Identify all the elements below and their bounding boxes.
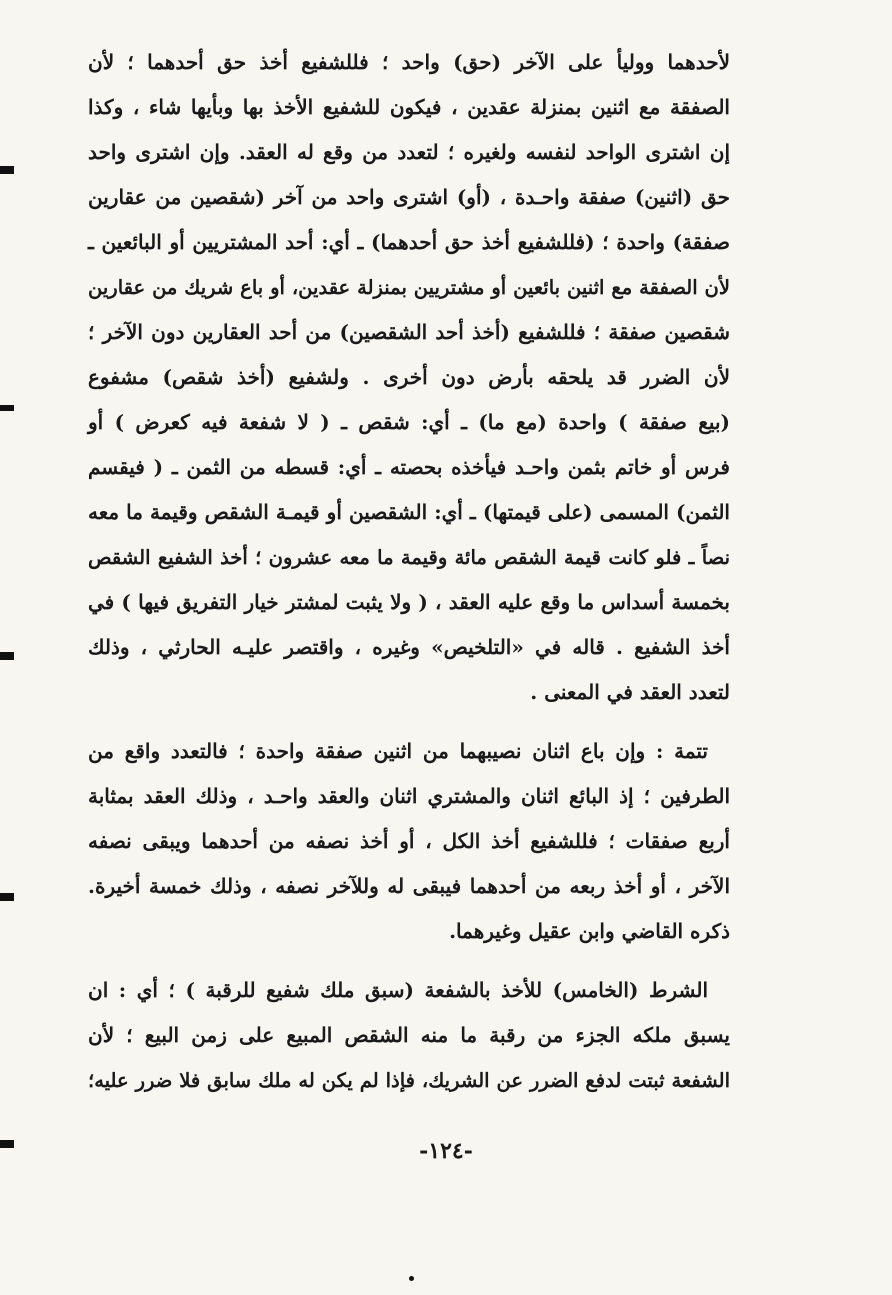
paragraph-tatimma <box>88 729 730 954</box>
text-line: لأحدهما ووليأ على الآخر (حق) واحد ؛ فللشفيع أخذ حق أحدهما ؛ لأن <box>88 50 730 74</box>
paragraph-fifth-condition <box>88 968 730 1103</box>
binding-hole-mark <box>0 1140 14 1148</box>
paragraph-gap <box>88 954 730 968</box>
text-line: أربع صفقات ؛ فللشفيع أخذ الكل ، أو أخذ نصفه من أحدهما ويبقى نصفه <box>88 829 730 853</box>
paragraph-gap <box>88 715 730 729</box>
text-line: لتعدد العقد في المعنى . <box>530 680 730 704</box>
text-line: حق (اثنين) صفقة واحـدة ، (أو) اشترى واحد من آخر (شقصين من عقارين <box>88 185 730 209</box>
binding-hole-mark <box>0 893 14 901</box>
text-line: بخمسة أسداس ما وقع عليه العقد ، ( ولا يثبت لمشتر خيار التفريق فيها ) في <box>88 590 730 614</box>
binding-hole-mark <box>0 652 14 660</box>
text-line: فرس أو خاتم بثمن واحـد فيأخذه بحصته ـ أي: قسطه من الثمن ـ ( فيقسم <box>88 455 730 479</box>
text-line: الشفعة ثبتت لدفع الضرر عن الشريك، فإذا لم يكن له ملك سابق فلا ضرر عليه؛ <box>88 1069 730 1092</box>
text-line: أخذ الشفيع . قاله في «التلخيص» وغيره ، واقتصر عليـه الحارثي ، وذلك <box>88 635 730 659</box>
body-text <box>88 40 730 1103</box>
text-line: صفقة) واحدة ؛ (فللشفيع أخذ حق أحدهما) ـ أي: أحد المشتريين أو البائعين ـ <box>88 230 730 254</box>
text-line: نصاً ـ فلو كانت قيمة الشقص مائة وقيمة ما معه عشرون ؛ أخذ الشفيع الشقص <box>88 546 730 569</box>
binding-hole-mark <box>0 405 14 411</box>
text-line: إن اشترى الواحد لنفسه ولغيره ؛ لتعدد من وقع له العقد. وإن اشترى واحد <box>88 140 730 164</box>
text-line: يسبق ملكه الجزء من رقبة ما منه الشقص المبيع على زمن البيع ؛ لأن <box>88 1023 731 1047</box>
page-number: -١٢٤- <box>419 1138 473 1164</box>
binding-hole-mark <box>0 166 14 174</box>
text-line: الثمن) المسمى (على قيمتها) ـ أي: الشقصين أو قيمـة الشقص وقيمة ما معه <box>88 500 730 524</box>
text-line: شقصين صفقة ؛ فللشفيع (أخذ أحد الشقصين) من أحد العقارين دون الآخر ؛ <box>88 320 730 344</box>
text-line: الطرفين ؛ إذ البائع اثنان والمشتري اثنان والعقد واحـد ، وذلك العقد بمثابة <box>88 784 730 808</box>
paragraph <box>88 40 730 715</box>
text-line: تتمة : وإن باع اثنان نصيبهما من اثنين صفقة واحدة ؛ فالتعدد واقع من <box>88 739 708 763</box>
text-line: الصفقة مع اثنين بمنزلة عقدين ، فيكون للشفيع الأخذ بها وبأيها شاء ، وكذا <box>88 95 730 119</box>
text-line: الآخر ، أو أخذ ربعه من أحدهما فيبقى له وللآخر نصفه ، وذلك خمسة أخيرة. <box>88 874 730 898</box>
text-line: لأن الضرر قد يلحقه بأرض دون أخرى . ولشفيع (أخذ شقص) مشفوع <box>88 365 730 389</box>
text-line: الشرط (الخامس) للأخذ بالشفعة (سبق ملك شفيع للرقبة ) ؛ أي : ان <box>88 978 708 1002</box>
text-line: ذكره القاضي وابن عقيل وغيرهما. <box>449 919 730 943</box>
text-line: (بيع صفقة ) واحدة (مع ما) ـ أي: شقص ـ ( لا شفعة فيه كعرض ) أو <box>88 410 730 434</box>
scan-speck <box>409 1276 414 1281</box>
text-line: لأن الصفقة مع اثنين بائعين أو مشتريين بمنزلة عقدين، أو باع شريك من عقارين <box>88 276 730 299</box>
